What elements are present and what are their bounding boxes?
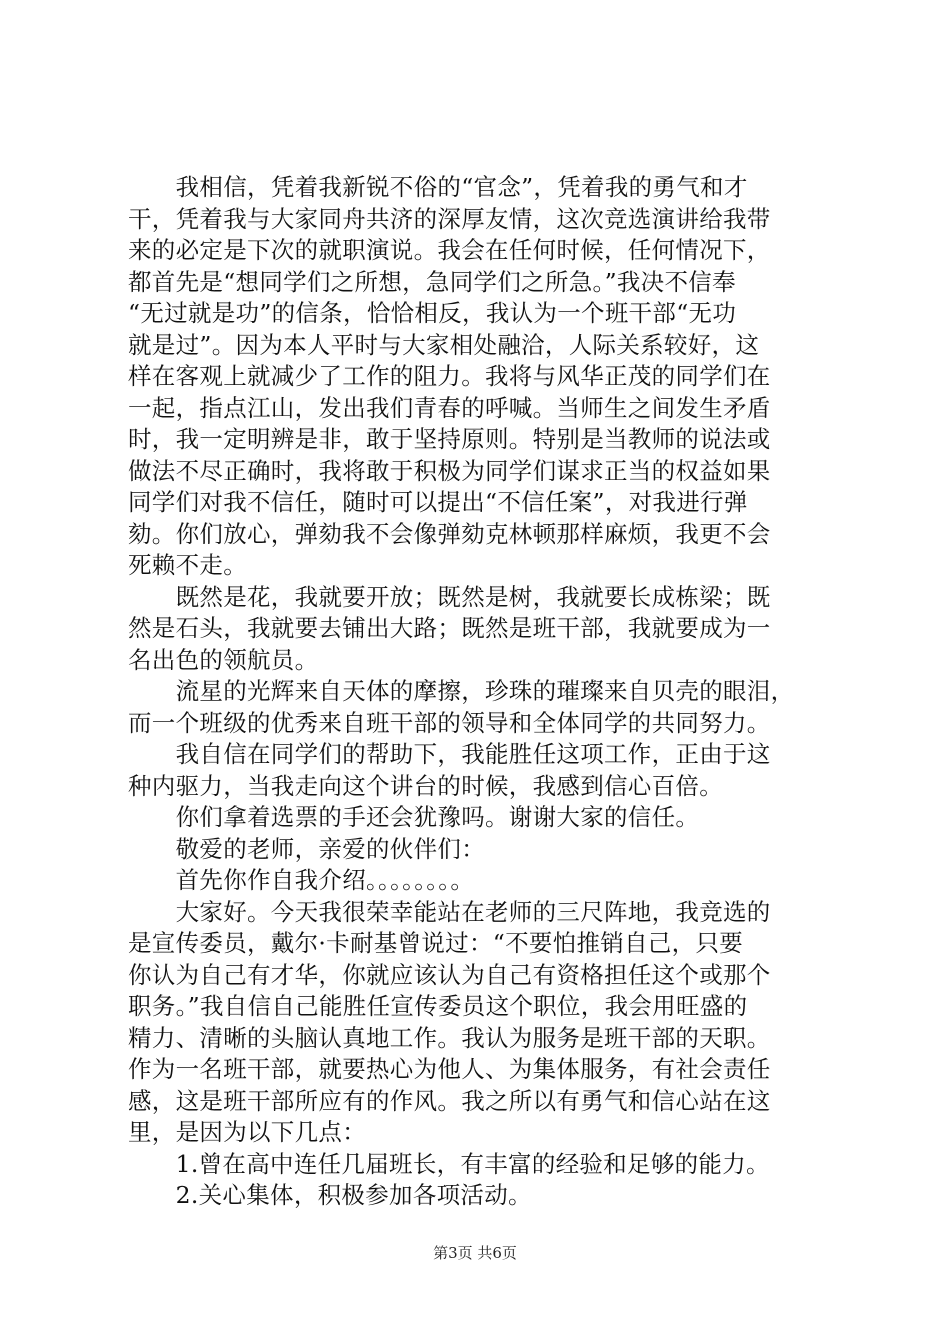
text-line: 种内驱力，当我走向这个讲台的时候，我感到信心百倍。 [128,771,723,800]
text-line: 你认为自己有才华，你就应该认为自己有资格担任这个或那个 [128,960,771,989]
text-line: 既然是花，我就要开放；既然是树，我就要长成栋梁；既 [128,582,771,611]
text-line: “无过就是功”的信条，恰恰相反，我认为一个班干部“无功 [128,299,737,327]
text-line: 感，这是班干部所应有的作风。我之所以有勇气和信心站在这 [128,1086,771,1115]
text-line: 里，是因为以下几点： [128,1118,366,1146]
text-line: 而一个班级的优秀来自班干部的领导和全体同学的共同努力。 [128,708,771,737]
text-line: 2.关心集体，积极参加各项活动。 [128,1181,532,1209]
text-line: 首先你作自我介绍。。。。。。。。 [128,866,475,894]
text-line: 干，凭着我与大家同舟共济的深厚友情，这次竞选演讲给我带 [128,204,771,233]
text-line: 敬爱的老师，亲爱的伙伴们： [128,834,485,863]
text-line: 样在客观上就减少了工作的阻力。我将与风华正茂的同学们在 [128,362,771,390]
text-line: 一起，指点江山，发出我们青春的呼喊。当师生之间发生矛盾 [128,393,771,422]
text-line: 我相信，凭着我新锐不俗的“官念”，凭着我的勇气和才 [128,173,748,201]
text-line: 名出色的领航员。 [128,645,319,674]
text-line: 1.曾在高中连任几届班长，有丰富的经验和足够的能力。 [128,1149,770,1178]
text-line: 劾。你们放心，弹劾我不会像弹劾克林顿那样麻烦，我更不会 [128,519,771,548]
text-line: 我自信在同学们的帮助下，我能胜任这项工作，正由于这 [128,740,771,768]
text-line: 来的必定是下次的就职演说。我会在任何时候，任何情况下， [128,236,771,264]
text-line: 同学们对我不信任，随时可以提出“不信任案”，对我进行弹 [128,488,748,516]
page-footer: 第3页 共6页 [433,1244,517,1262]
text-line: 时，我一定明辨是非，敢于坚持原则。特别是当教师的说法或 [128,425,771,453]
text-line: 精力、清晰的头脑认真地工作。我认为服务是班干部的天职。 [128,1023,771,1052]
text-line: 然是石头，我就要去铺出大路；既然是班干部，我就要成为一 [128,614,771,642]
text-line: 流星的光辉来自天体的摩擦，珍珠的璀璨来自贝壳的眼泪， [128,677,795,705]
text-line: 你们拿着选票的手还会犹豫吗。谢谢大家的信任。 [128,803,700,831]
text-line: 做法不尽正确时，我将敢于积极为同学们谋求正当的权益如果 [128,456,771,485]
text-line: 作为一名班干部，就要热心为他人、为集体服务，有社会责任 [128,1055,771,1083]
text-line: 都首先是“想同学们之所想，急同学们之所急。”我决不信奉 [128,267,736,296]
text-line: 大家好。今天我很荣幸能站在老师的三尺阵地，我竞选的 [128,897,771,926]
text-line: 死赖不走。 [128,551,247,579]
text-line: 是宣传委员，戴尔·卡耐基曾说过：“不要怕推销自己，只要 [128,929,744,957]
text-line: 就是过”。因为本人平时与大家相处融洽，人际关系较好，这 [128,330,760,359]
document-body [128,172,844,1212]
text-line: 职务。”我自信自己能胜任宣传委员这个职位，我会用旺盛的 [128,992,748,1020]
